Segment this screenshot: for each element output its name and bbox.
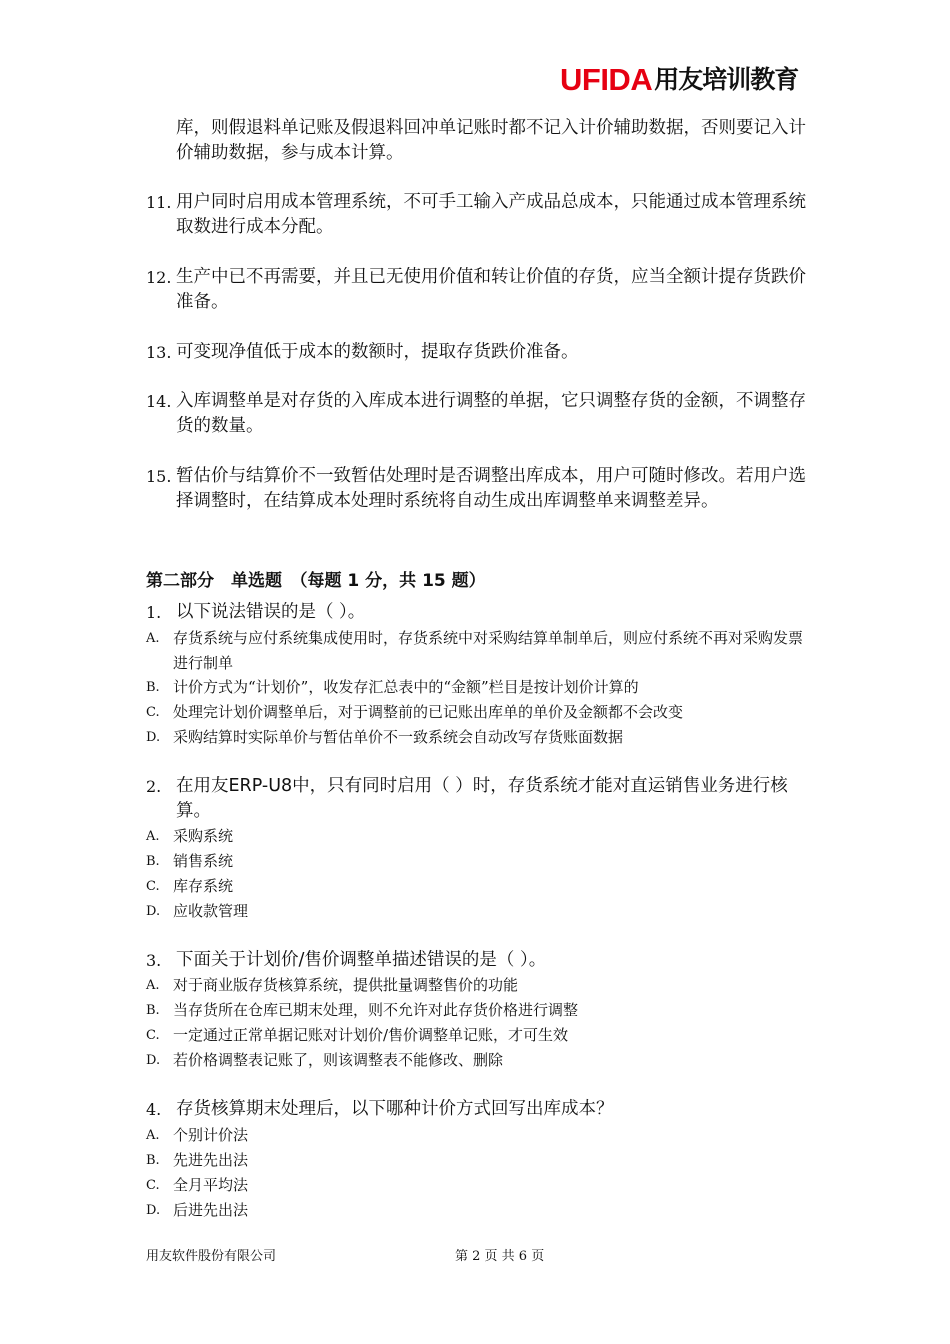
question-text: 以下说法错误的是（ ）。: [176, 602, 366, 622]
section-title: 第二部分 单选题 （每题 1 分，共 15 题）: [146, 571, 486, 591]
option-text: 计价方式为“计划价”，收发存汇总表中的“金额”栏目是按计划价计算的: [173, 678, 639, 696]
option-letter: A.: [146, 978, 160, 993]
option-letter: B.: [146, 854, 160, 869]
question-option: [146, 1123, 816, 1148]
tf-item-text: 生产中已不再需要，并且已无使用价值和转让价值的存货，应当全额计提存货跌价准备。: [176, 267, 806, 312]
option-letter: C.: [146, 879, 160, 894]
tf-item-number: 12.: [146, 268, 172, 287]
option-letter: B.: [146, 1003, 160, 1018]
option-text: 销售系统: [173, 852, 234, 870]
question-text: 下面关于计划价/售价调整单描述错误的是（ ）。: [176, 950, 547, 970]
tf-item-number: 15.: [146, 467, 172, 486]
question-option: [146, 626, 816, 676]
tf-item: [148, 340, 818, 365]
footer-company: 用友软件股份有限公司: [146, 1249, 277, 1264]
question-option: [146, 874, 816, 899]
question-option: [146, 1148, 816, 1173]
tf-item-number: 14.: [146, 392, 172, 411]
question-number: 2.: [146, 777, 162, 796]
question: [146, 948, 816, 973]
footer-page-number: 第 2 页 共 6 页: [455, 1249, 545, 1264]
option-text: 存货系统与应付系统集成使用时，存货系统中对采购结算单制单后，则应付系统不再对采购发票进行制单: [173, 629, 804, 672]
tf-item-text: 用户同时启用成本管理系统，不可手工输入产成品总成本，只能通过成本管理系统取数进行成本分配。: [176, 192, 806, 237]
option-letter: D.: [146, 904, 161, 919]
option-text: 对于商业版存货核算系统，提供批量调整售价的功能: [173, 976, 519, 994]
question-number: 1.: [146, 603, 162, 622]
question-text: 在用友ERP-U8中，只有同时启用（ ）时，存货系统才能对直运销售业务进行核算。: [176, 776, 788, 821]
option-letter: B.: [146, 680, 160, 695]
question: [146, 774, 816, 824]
option-letter: B.: [146, 1153, 160, 1168]
option-text: 应收款管理: [173, 902, 249, 920]
option-text: 采购系统: [173, 827, 234, 845]
question-option: [146, 1023, 816, 1048]
question-option: [146, 700, 816, 725]
question-option: [146, 824, 816, 849]
tf-item-text: 库，则假退料单记账及假退料回冲单记账时都不记入计价辅助数据，否则要记入计价辅助数据，参与成本计算。: [176, 118, 806, 163]
tf-item-text: 入库调整单是对存货的入库成本进行调整的单据，它只调整存货的金额，不调整存货的数量。: [176, 391, 806, 436]
question: [146, 600, 816, 625]
option-letter: C.: [146, 705, 160, 720]
option-text: 当存货所在仓库已期末处理，则不允许对此存货价格进行调整: [173, 1001, 579, 1019]
tf-item-text: 暂估价与结算价不一致暂估处理时是否调整出库成本，用户可随时修改。若用户选择调整时，在结算成本处理时系统将自动生成出库调整单来调整差异。: [176, 466, 806, 511]
option-letter: D.: [146, 730, 161, 745]
option-text: 若价格调整表记账了，则该调整表不能修改、删除: [173, 1051, 504, 1069]
question-option: [146, 998, 816, 1023]
option-letter: D.: [146, 1203, 161, 1218]
option-text: 先进先出法: [173, 1151, 249, 1169]
option-text: 后进先出法: [173, 1201, 249, 1219]
question-option: [146, 849, 816, 874]
option-text: 库存系统: [173, 877, 234, 895]
option-letter: C.: [146, 1028, 160, 1043]
option-letter: D.: [146, 1053, 161, 1068]
tf-item-number: 11.: [146, 193, 172, 212]
question-option: [146, 725, 816, 750]
question-option: [146, 1173, 816, 1198]
option-text: 处理完计划价调整单后，对于调整前的已记账出库单的单价及金额都不会改变: [173, 703, 684, 721]
option-letter: C.: [146, 1178, 160, 1193]
option-text: 个别计价法: [173, 1126, 249, 1144]
tf-item-text: 可变现净值低于成本的数额时，提取存货跌价准备。: [176, 342, 579, 362]
tf-item: [148, 190, 818, 240]
question-option: [146, 973, 816, 998]
tf-item: [148, 464, 818, 514]
option-text: 一定通过正常单据记账对计划价/售价调整单记账，才可生效: [173, 1026, 569, 1044]
tf-item: [148, 389, 818, 439]
option-letter: A.: [146, 829, 160, 844]
question-option: [146, 1198, 816, 1223]
question-option: [146, 899, 816, 924]
question-number: 3.: [146, 951, 162, 970]
question-number: 4.: [146, 1100, 162, 1119]
option-text: 全月平均法: [173, 1176, 249, 1194]
option-text: 采购结算时实际单价与暂估单价不一致系统会自动改写存货账面数据: [173, 728, 624, 746]
tf-item-continued: [148, 116, 818, 166]
option-letter: A.: [146, 1128, 160, 1143]
question-text: 存货核算期末处理后，以下哪种计价方式回写出库成本？: [176, 1099, 614, 1119]
option-letter: A.: [146, 631, 160, 646]
logo-chinese-text: 用友培训教育: [654, 65, 799, 94]
logo-brand: UFIDA: [560, 62, 653, 97]
question-option: [146, 675, 816, 700]
question-option: [146, 1048, 816, 1073]
ufida-logo: [560, 64, 810, 96]
tf-item-number: 13.: [146, 343, 172, 362]
question: [146, 1097, 816, 1122]
tf-item: [148, 265, 818, 315]
